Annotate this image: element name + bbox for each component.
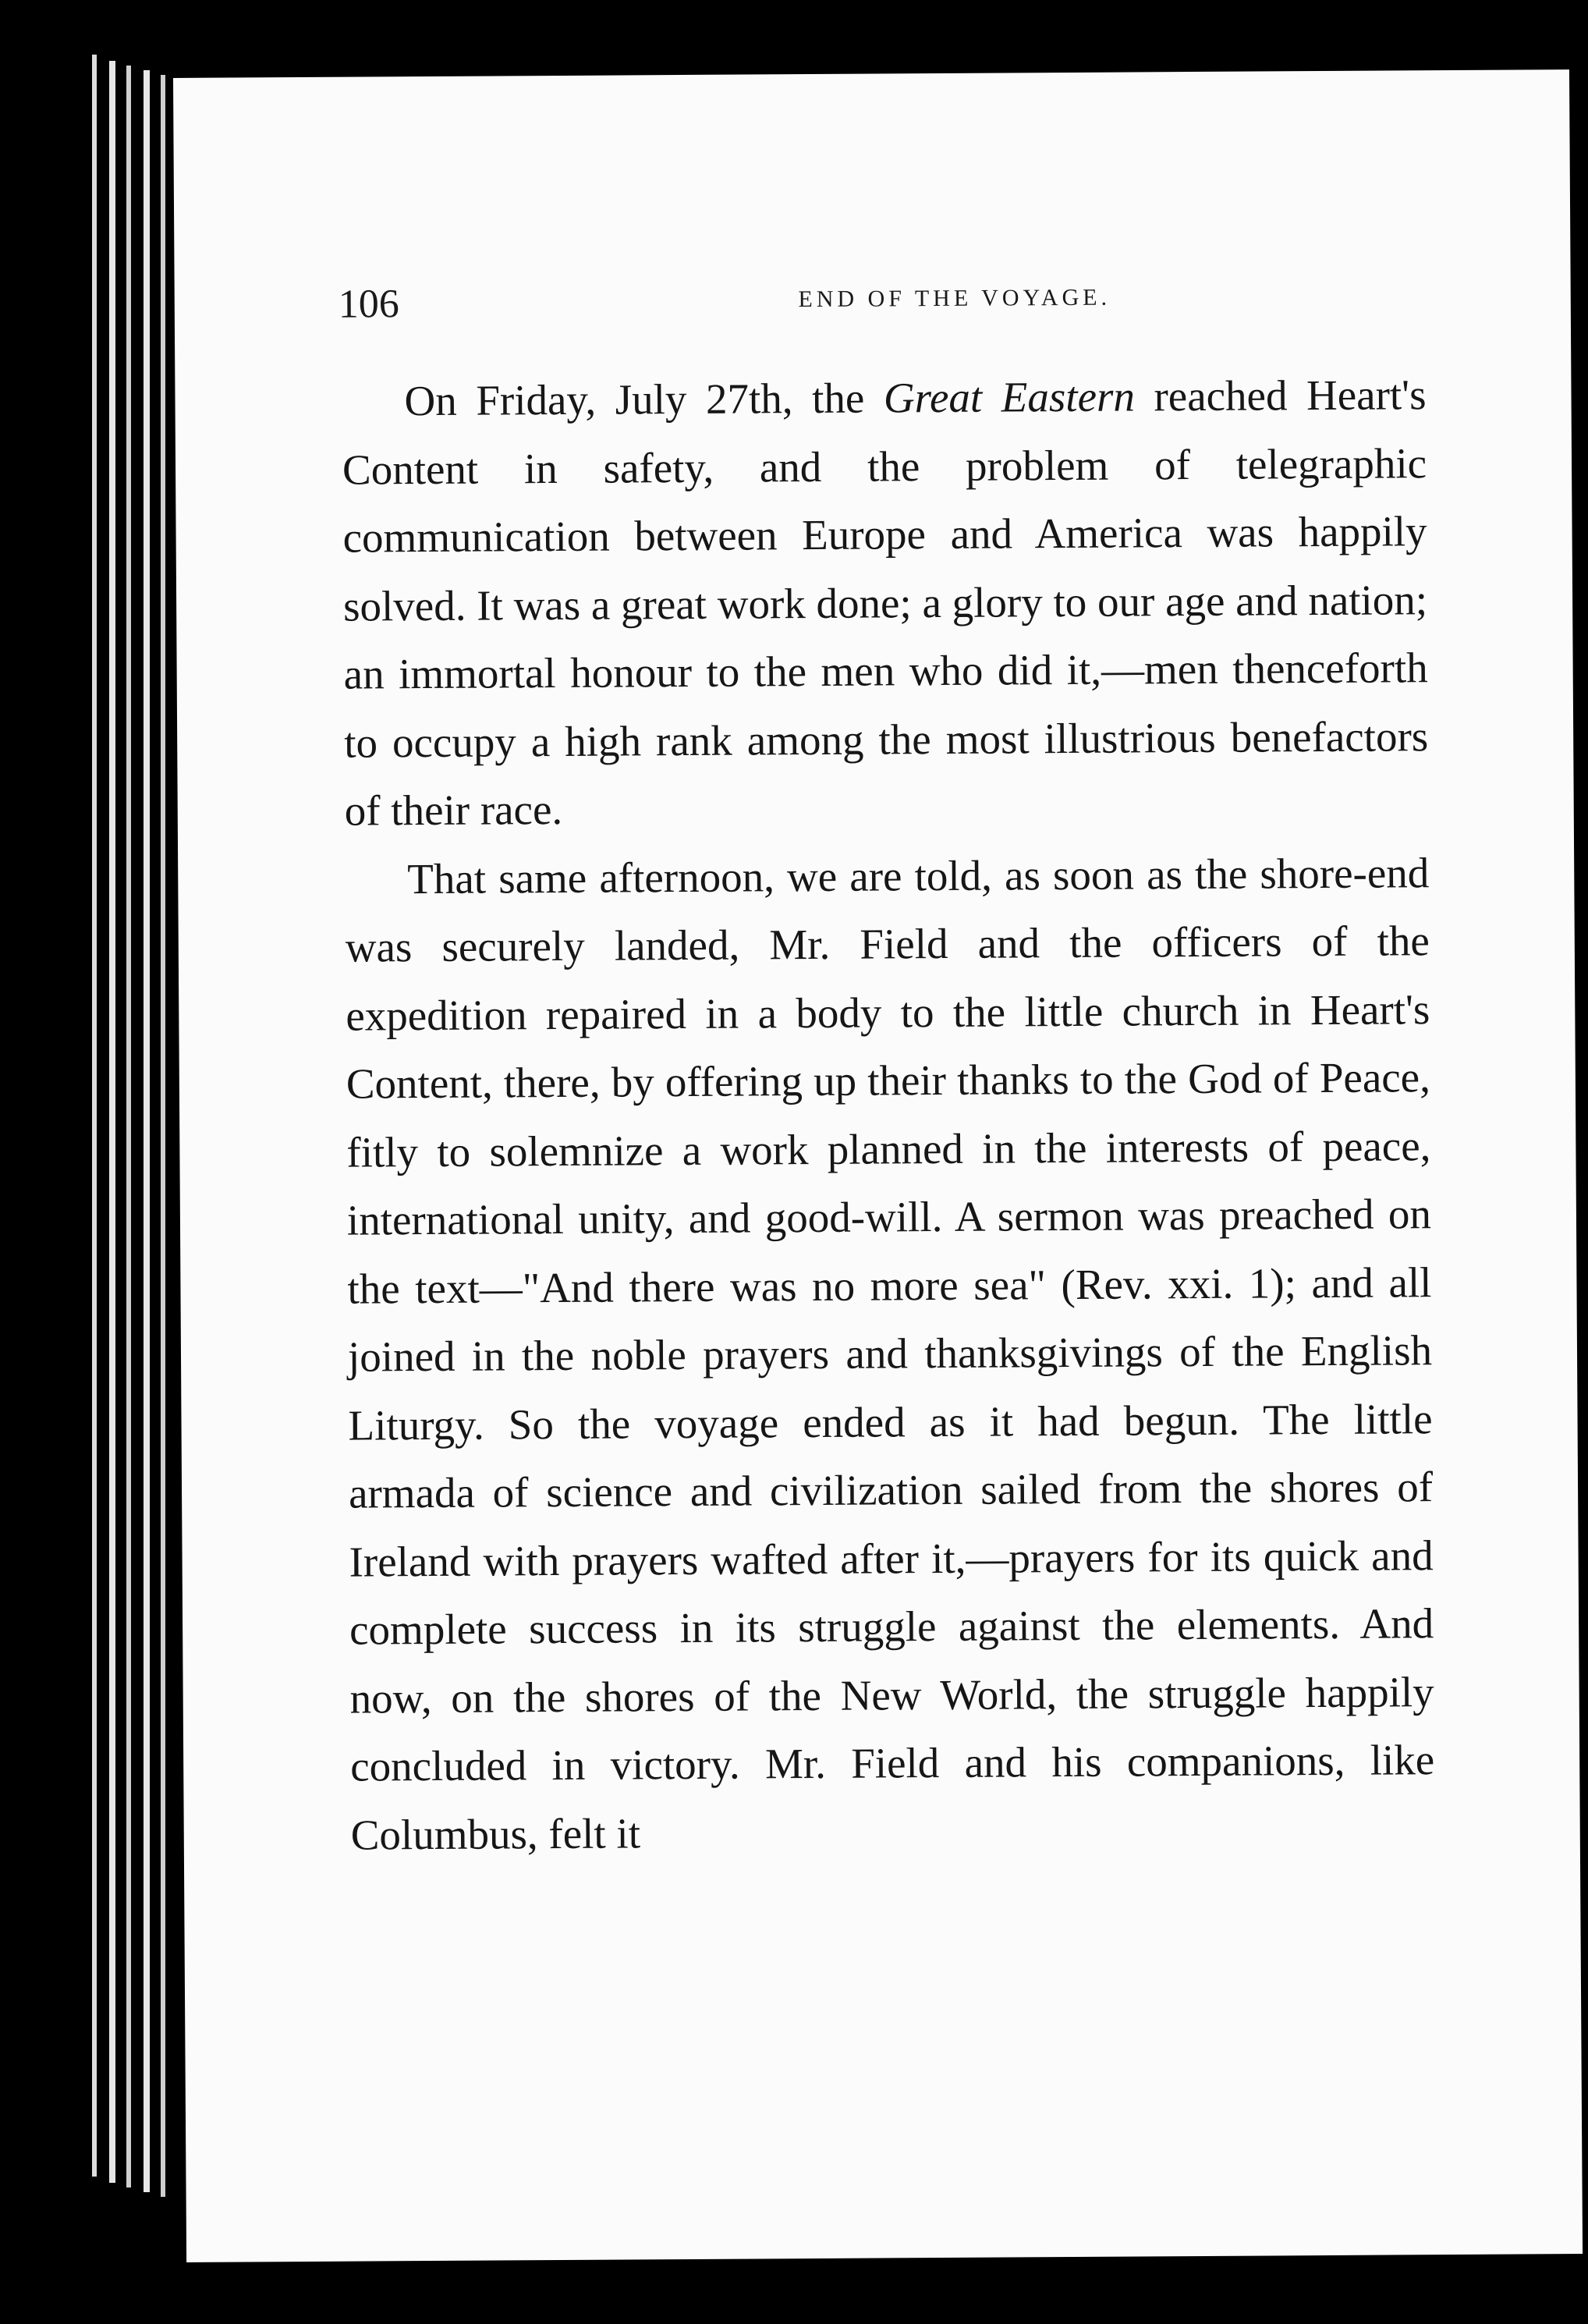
chapter-title: END OF THE VOYAGE.: [798, 284, 1111, 313]
book-page: [173, 69, 1583, 2262]
page-edge: [92, 55, 97, 2177]
page-edge: [109, 61, 115, 2183]
page-edge: [144, 70, 150, 2192]
running-head: [339, 274, 1571, 344]
page-number: 106: [338, 282, 399, 327]
body-text: [342, 360, 1435, 1868]
paragraph-1-rest: reached Heart's Content in safety, and the problem of telegraphic communication between Europe and America was happily solved. It was a great work done; a glory to our age and nation; an immortal honour to the men who did it,—men thenceforth to occupy a high rank among the most illustrious benefactors of their race.: [342, 371, 1429, 835]
page-edge: [126, 66, 131, 2187]
paragraph-1-start: On Friday, July 27th, the: [404, 374, 884, 425]
page-edge: [161, 75, 165, 2197]
paragraph-2: That same afternoon, we are told, as soon as the shore-end was securely landed, Mr. Field and the officers of the expedition repaired in a body to the little church in Heart's Content, there, by offering up their thanks to the God of Peace, fitly to solemnize a work planned in the interests of peace, international unity, and good-will. A sermon was preached on the text—"And there was no more sea" (Rev. xxi. 1); and all joined in the noble prayers and thanksgivings of the English Liturgy. So the voyage ended as it had begun. The little armada of science and civilization sailed from the shores of Ireland with prayers wafted after it,—prayers for its quick and complete success in its struggle against the elements. And now, on the shores of the New World, the struggle happily concluded in victory. Mr. Field and his companions, like Columbus, felt it: [345, 848, 1435, 1859]
paragraph-1: [342, 360, 1429, 845]
ship-name: Great Eastern: [883, 372, 1136, 422]
